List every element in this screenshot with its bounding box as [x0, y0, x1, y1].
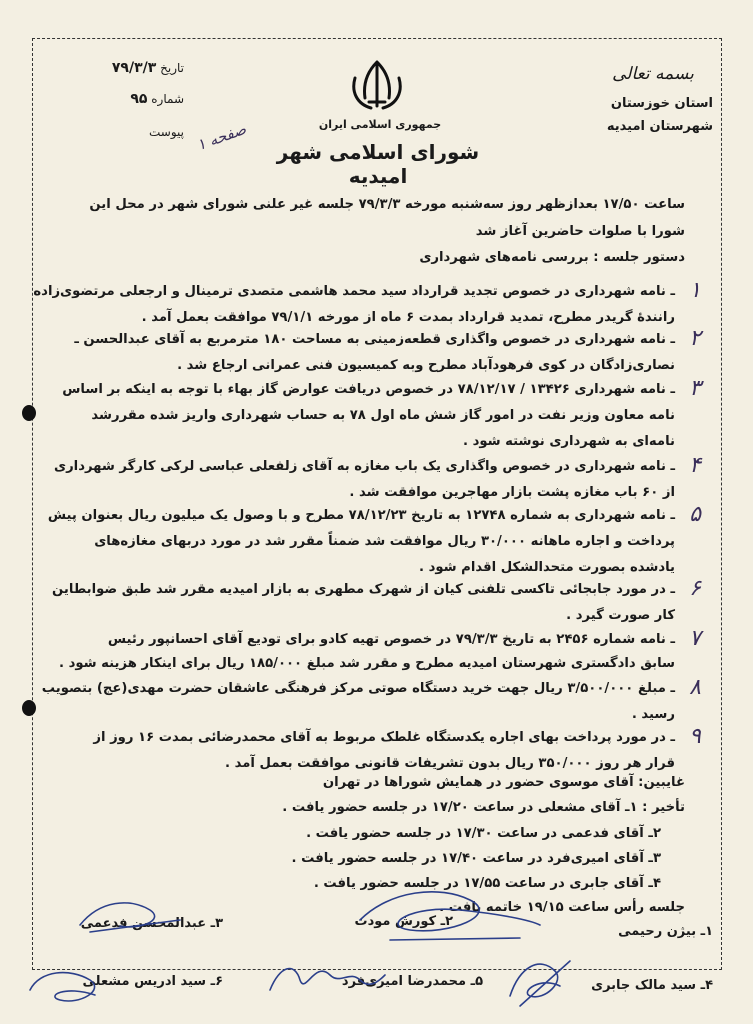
- number-value: ۹۵: [130, 91, 148, 107]
- item-line: قرار هر روز ۳۵۰/۰۰۰ ریال بدون تشریفات قانونی موافقت بعمل آمد .: [225, 756, 675, 771]
- signature-scribble: [260, 950, 390, 1010]
- item-line: ـ نامه شماره ۲۴۵۶ به تاریخ ۷۹/۳/۳ در خصوص تهیه کادو برای تودیع آقای احسانپور رئیس: [107, 632, 675, 647]
- punch-hole: [22, 700, 36, 716]
- signatory-name: ۳ـ عبدالمحسن فدعمی: [80, 916, 223, 931]
- item-line: ـ در مورد جابجائی تاکسی تلفنی کیان از شهرک مطهری به بازار امیدیه مقرر شد طبق ضوابطاین: [52, 582, 675, 597]
- signature-scribble: [500, 946, 580, 1016]
- punch-hole: [22, 405, 36, 421]
- number-field: [84, 91, 184, 107]
- date-value: ۷۹/۳/۳: [111, 60, 157, 76]
- item-line: نصاری‌زادگان در کوی فرهودآباد مطرح وبه کمیسیون فنی عمرانی ارجاع شد .: [177, 358, 675, 373]
- header-right: [593, 64, 713, 134]
- item-number: ۷: [689, 626, 701, 651]
- item-line: ـ در مورد پرداخت بهای اجاره یکدستگاه غلطک مربوط به آقای محمدرضائی بمدت ۱۶ روز از: [93, 730, 675, 745]
- delay-line: ۴ـ آقای جابری در ساعت ۱۷/۵۵ در جلسه حضور یافت .: [313, 876, 661, 891]
- item-line: ـ نامه شهرداری در خصوص واگذاری یک باب مغازه به آقای زلفعلی عباسی لرکی کارگر شهرداری: [54, 459, 675, 474]
- council-title: شورای اسلامی شهر امیدیه: [276, 140, 480, 188]
- agenda-line: دستور جلسه : بررسی نامه‌های شهرداری: [419, 250, 685, 265]
- item-line: پرداخت و اجاره ماهانه ۳۰/۰۰۰ ریال موافقت شد ضمناً مقرر شد در مورد دربهای مغازه‌های: [94, 534, 675, 549]
- delay-line: ۳ـ آقای امیری‌فرد در ساعت ۱۷/۴۰ در جلسه حضور یافت .: [291, 851, 661, 866]
- attachment-label: پیوست: [149, 125, 184, 139]
- item-number: ۱: [689, 278, 701, 303]
- item-line: رسید .: [631, 707, 675, 722]
- item-line: نامه‌ای به شهرداری نوشته شود .: [462, 434, 675, 449]
- intro-line: ساعت ۱۷/۵۰ بعدازظهر روز سه‌شنبه مورخه ۷۹/۳/۳ جلسه غیر علنی شورای شهر در محل این: [89, 197, 685, 212]
- date-field: [84, 60, 184, 76]
- province-label: استان خوزستان: [610, 96, 713, 111]
- absentees-line: غایبین: آقای موسوی حضور در همایش شوراها در تهران: [322, 775, 685, 790]
- date-label: تاریخ: [160, 61, 184, 75]
- item-number: ۵: [689, 502, 701, 527]
- item-line: یادشده بصورت متحدالشکل اقدام شود .: [418, 560, 675, 575]
- signature-scribble: [70, 890, 190, 940]
- attachment-field: [84, 125, 184, 139]
- republic-label: جمهوری اسلامی ایران: [318, 118, 442, 131]
- signatory-name: ۵ـ محمدرضا امیری‌فرد: [341, 974, 483, 989]
- item-number: ۸: [689, 675, 701, 700]
- item-line: ـ نامه شهرداری در خصوص واگذاری قطعه‌زمینی به مساحت ۱۸۰ مترمربع به آقای عبدالحسن ـ: [74, 332, 675, 347]
- item-number: ۳: [689, 376, 701, 401]
- intro-line: شورا با صلوات حاضرین آغاز شد: [475, 224, 685, 239]
- county-label: شهرستان امیدیه: [606, 119, 713, 134]
- item-line: ـ مبلغ ۳/۵۰۰/۰۰۰ ریال جهت خرید دستگاه صوتی مرکز فرهنگی عاشقان حضرت مهدی(عج) بتصویب: [41, 681, 675, 696]
- item-number: ۴: [689, 453, 701, 478]
- item-line: ـ نامه شهرداری در خصوص تجدید قرارداد سید محمد هاشمی متصدی ترمینال و ارجعلی مرتضوی‌زاده: [33, 284, 675, 299]
- signatory-name: ۴ـ سید مالک جابری: [591, 978, 713, 993]
- item-line: سابق دادگستری شهرستان امیدیه مطرح و مقرر شد مبلغ ۱۸۵/۰۰۰ ریال برای اینکار هزینه شود .: [58, 656, 675, 671]
- item-line: از ۶۰ باب مغازه پشت بازار مهاجرین موافقت شد .: [349, 485, 675, 500]
- item-line: کار صورت گیرد .: [566, 608, 675, 623]
- closing-line: جلسه رأس ساعت ۱۹/۱۵ خاتمه یافت .: [439, 900, 685, 915]
- item-line: رانندهٔ گریدر مطرح، تمدید قرارداد بمدت ۶ ماه از مورخه ۷۹/۱/۱ موافقت بعمل آمد .: [141, 310, 675, 325]
- delay-line: ۲ـ آقای فدعمی در ساعت ۱۷/۳۰ در جلسه حضور یافت .: [306, 826, 661, 841]
- delay-line: تأخیر : ۱ـ آقای مشعلی در ساعت ۱۷/۲۰ در جلسه حضور یافت .: [282, 800, 685, 815]
- item-line: ـ نامه شهرداری به شماره ۱۲۷۴۸ به تاریخ ۷۸/۱۲/۲۳ مطرح و با وصول یک میلیون ریال بعنوان پیش: [47, 508, 675, 523]
- item-number: ۲: [689, 326, 701, 351]
- handwritten-page-note: صفحه ۱: [194, 119, 249, 155]
- item-number: ۹: [689, 724, 701, 749]
- basmala-logo: بسمه تعالی: [612, 64, 694, 84]
- signatory-name: ۲ـ کورش مودت: [354, 914, 453, 929]
- item-line: ـ نامه شهرداری ۱۳۴۲۶ / ۷۸/۱۲/۱۷ در خصوص دریافت عوارض گاز بهاء با توجه به اینکه بر اساس: [62, 382, 675, 397]
- item-number: ۶: [689, 576, 701, 601]
- item-line: نامه معاون وزیر نفت در امور گاز شش ماه اول ۷۸ به حساب شهرداری واریز شده مقررشد: [91, 408, 675, 423]
- number-label: شماره: [151, 92, 184, 106]
- signatory-name: ۶ـ سید ادریس مشعلی: [82, 974, 223, 989]
- signature-scribble: [350, 880, 550, 950]
- signature-scribble: [20, 960, 110, 1020]
- iran-emblem-icon: [345, 58, 409, 116]
- signatory-name: ۱ـ بیژن رحیمی: [618, 924, 713, 939]
